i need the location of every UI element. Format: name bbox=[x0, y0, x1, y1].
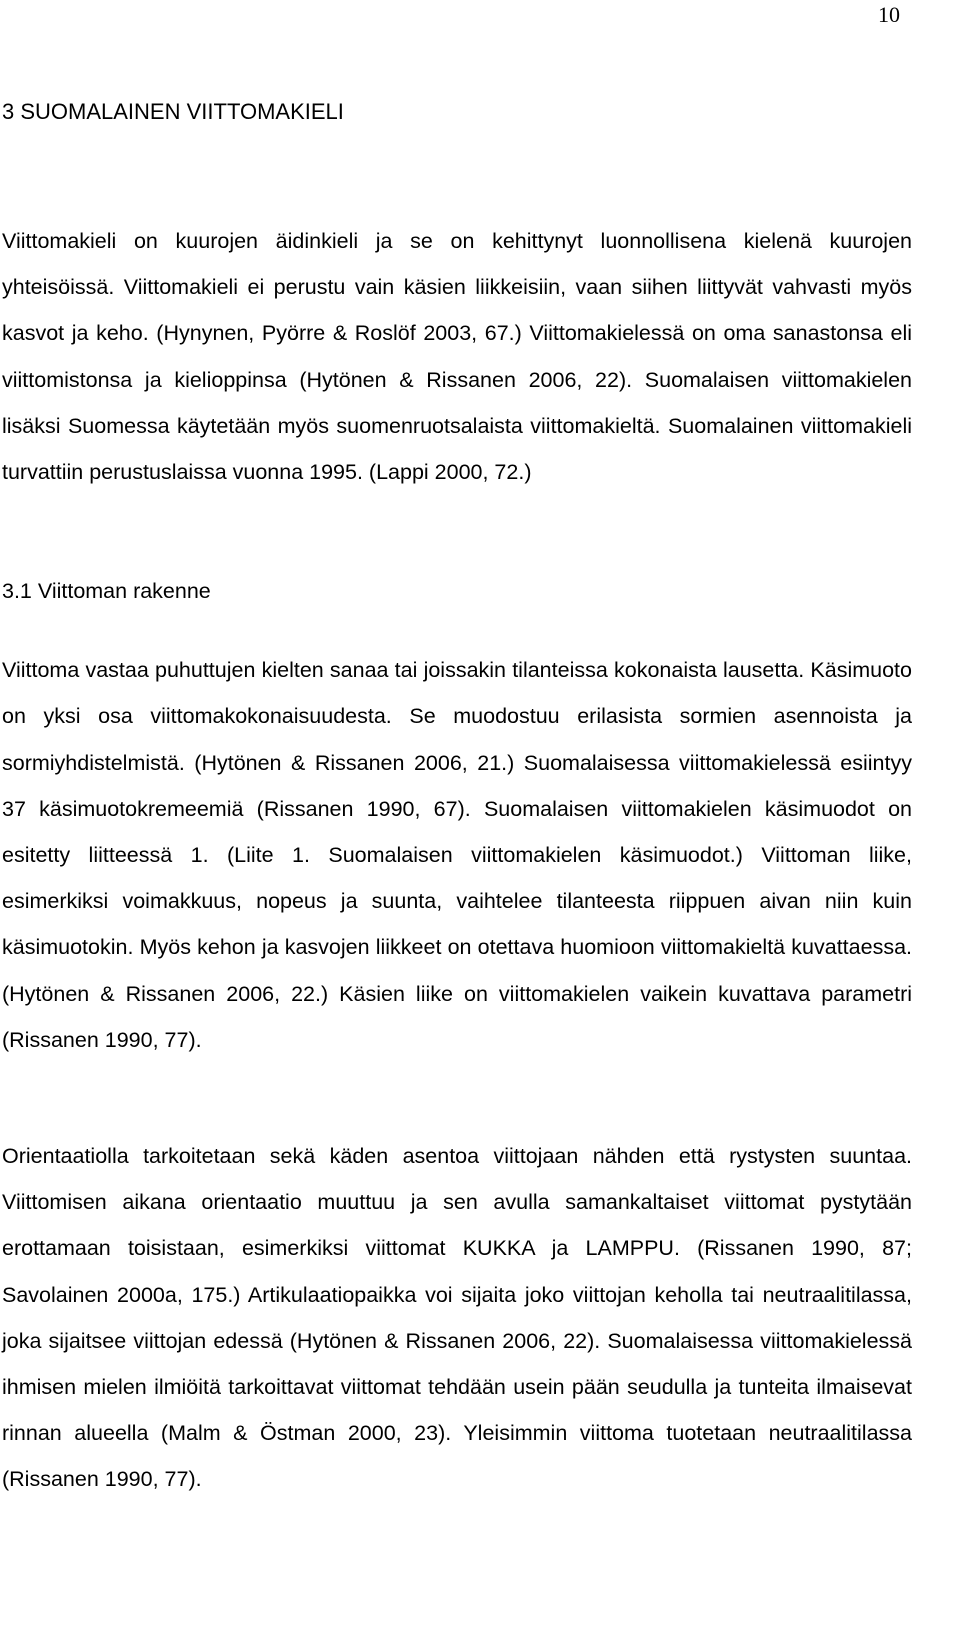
chapter-title: 3 SUOMALAINEN VIITTOMAKIELI bbox=[2, 99, 344, 124]
paragraph-sign-structure: Viittoma vastaa puhuttujen kielten sanaa tai joissakin tilanteissa kokonaista lausetta. Käsimuoto on yksi osa viittomakokonaisuudesta. Se muodostuu erilasista sormien asennoista ja sormiyhdistelmistä. (Hytönen & Rissanen 2006, 21.) Suomalaisessa viittomakielessä esiintyy 37 käsimuotokremeemiä (Rissanen 1990, 67). Suomalaisen viittomakielen käsimuodot on esitetty liitteessä 1. (Liite 1. Suomalaisen viittomakielen käsimuodot.) Viittoman liike, esimerkiksi voimakkuus, nopeus ja suunta, vaihtelee tilanteesta riippuen aivan niin kuin käsimuotokin. Myös kehon ja kasvojen liikkeet on otettava huomioon viittomakieltä kuvattaessa. (Hytönen & Rissanen 2006, 22.) Käsien liike on viittomakielen vaikein kuvattava parametri (Rissanen 1990, 77). bbox=[2, 658, 912, 1052]
paragraph-orientation: Orientaatiolla tarkoitetaan sekä käden asentoa viittojaan nähden että rystysten suuntaa. Viittomisen aikana orientaatio muuttuu ja sen avulla samankaltaiset viittomat pystytään erottamaan toisistaan, esimerkiksi viittomat KUKKA ja LAMPPU. (Rissanen 1990, 87; Savolainen 2000a, 175.) Artikulaatiopaikka voi sijaita joko viittojan keholla tai neutraalitilassa, joka sijaitsee viittojan edessä (Hytönen & Rissanen 2006, 22). Suomalaisessa viittomakielessä ihmisen mielen ilmiöitä tarkoittavat viittomat tehdään usein pään seudulla ja tunteita ilmaisevat rinnan alueella (Malm & Östman 2000, 23). Yleisimmin viittoma tuotetaan neutraalitilassa (Rissanen 1990, 77). bbox=[2, 1144, 912, 1492]
page-number: 10 bbox=[878, 2, 900, 27]
document-body bbox=[2, 92, 912, 1503]
section-title: 3.1 Viittoman rakenne bbox=[2, 579, 211, 604]
paragraph-intro: Viittomakieli on kuurojen äidinkieli ja se on kehittynyt luonnollisena kielenä kuurojen yhteisöissä. Viittomakieli ei perustu vain käsien liikkeisiin, vaan siihen liittyvät vahvasti myös kasvot ja keho. (Hynynen, Pyörre & Roslöf 2003, 67.) Viittomakielessä on oma sanastonsa eli viittomistonsa ja kielioppinsa (Hytönen & Rissanen 2006, 22). Suomalaisen viittomakielen lisäksi Suomessa käytetään myös suomenruotsalaista viittomakieltä. Suomalainen viittomakieli turvattiin perustuslaissa vuonna 1995. (Lappi 2000, 72.) bbox=[2, 229, 912, 485]
